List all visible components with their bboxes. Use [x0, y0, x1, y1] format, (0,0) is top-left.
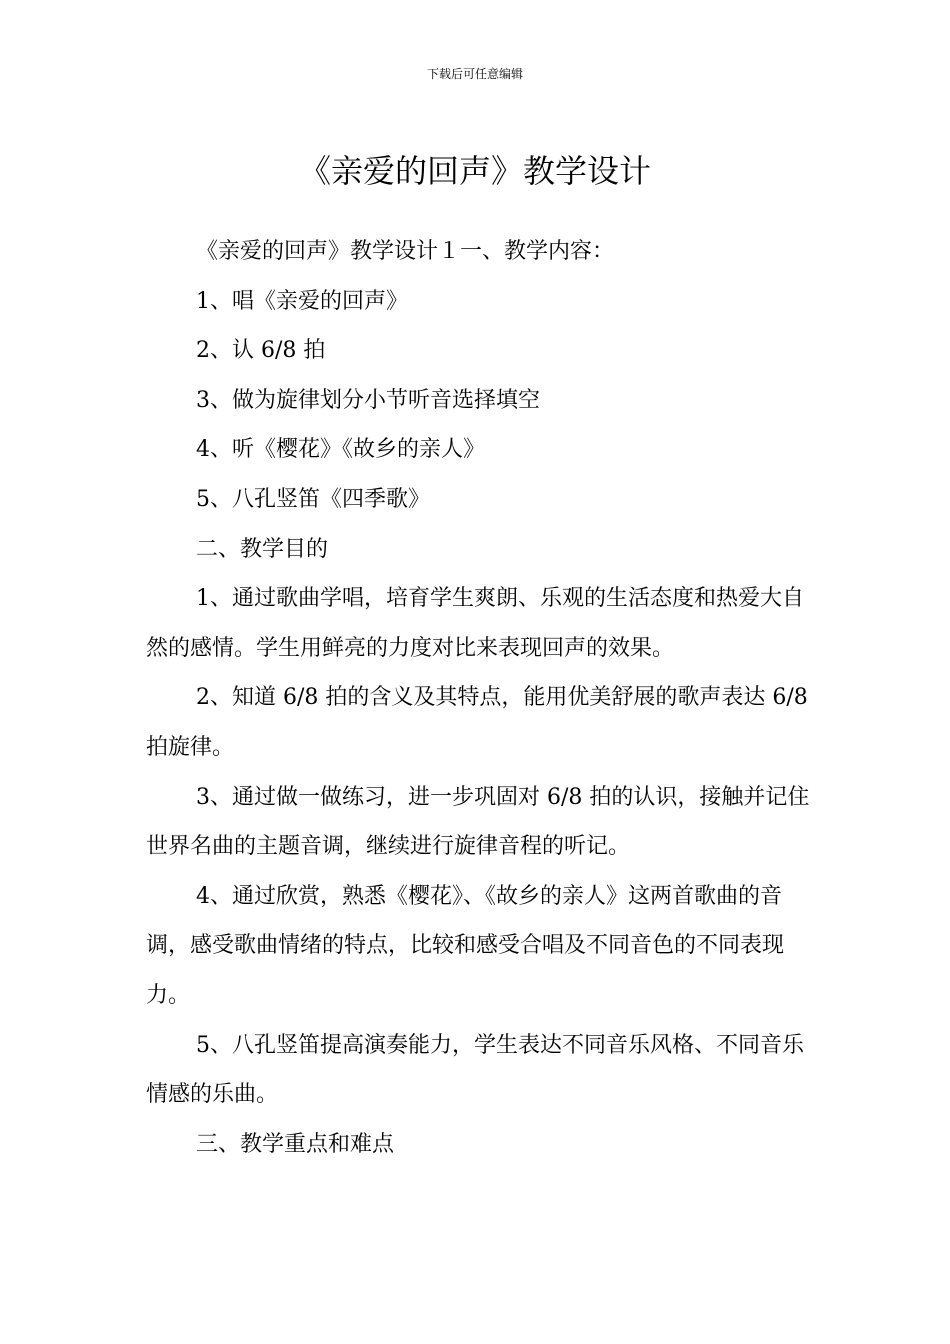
- paragraph: 4、通过欣赏，熟悉《樱花》、《故乡的亲人》这两首歌曲的音调，感受歌曲情绪的特点，比较和感受合唱及不同音色的不同表现力。: [146, 883, 785, 1008]
- document-title: 《亲爱的回声》教学设计: [298, 152, 651, 191]
- paragraph: 2、认 6/8 拍: [196, 338, 326, 364]
- header-note: 下载后可任意编辑: [426, 67, 523, 81]
- paragraph: 三、教学重点和难点: [196, 1131, 395, 1157]
- paragraph: 3、做为旋律划分小节听音选择填空: [196, 387, 540, 413]
- paragraph: 二、教学目的: [196, 536, 329, 562]
- paragraph: 5、八孔竖笛《四季歌》: [196, 486, 430, 512]
- paragraph: 5、八孔竖笛提高演奏能力，学生表达不同音乐风格、不同音乐情感的乐曲。: [146, 1032, 804, 1108]
- paragraph: 2、知道 6/8 拍的含义及其特点，能用优美舒展的歌声表达 6/8 拍旋律。: [146, 685, 808, 760]
- paragraph: 《亲爱的回声》教学设计１一、教学内容：: [196, 239, 615, 264]
- document-body: [146, 227, 814, 1169]
- paragraph: 1、唱《亲爱的回声》: [196, 288, 408, 314]
- paragraph: 1、通过歌曲学唱，培育学生爽朗、乐观的生活态度和热爱大自然的感情。学生用鲜亮的力度对比来表现回声的效果。: [146, 586, 804, 661]
- paragraph: 3、通过做一做练习，进一步巩固对 6/8 拍的认识，接触并记住世界名曲的主题音调，继续进行旋律音程的听记。: [146, 784, 810, 860]
- paragraph: 4、听《樱花》《故乡的亲人》: [196, 437, 485, 463]
